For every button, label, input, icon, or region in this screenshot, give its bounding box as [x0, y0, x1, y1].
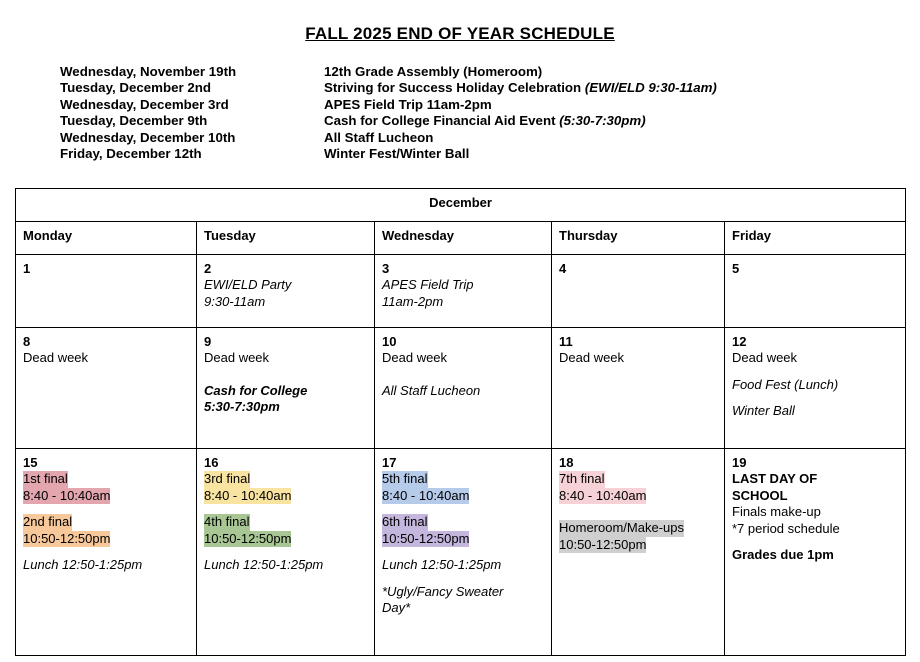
calendar-day-cell[interactable]: [16, 255, 197, 328]
day-event-line: 11am-2pm: [382, 293, 444, 309]
day-event-line: Grades due 1pm: [732, 547, 834, 562]
day-event-line-highlighted: 1st final: [23, 471, 68, 486]
event-description: [324, 80, 920, 96]
day-number: 19: [732, 455, 747, 470]
december-calendar: [15, 188, 906, 656]
day-event-line: Day*: [382, 600, 411, 615]
day-event-line: All Staff Lucheon: [382, 382, 481, 398]
calendar-month-label: December: [16, 189, 906, 222]
event-date: Wednesday, December 3rd: [60, 96, 229, 112]
spacer: [23, 547, 189, 557]
calendar-weekday-row: [16, 222, 906, 255]
day-number: 2: [204, 261, 212, 276]
day-event-line: Dead week: [559, 350, 625, 365]
day-event-line: Finals make-up: [732, 504, 821, 519]
day-event-line-highlighted: 8:40 - 10:40am: [23, 487, 111, 503]
calendar-day-cell[interactable]: [197, 449, 375, 656]
day-event-line: Winter Ball: [732, 403, 795, 418]
calendar-week-row: [16, 328, 906, 449]
day-event-line: EWI/ELD Party: [204, 277, 292, 292]
event-date: Tuesday, December 2nd: [60, 80, 211, 96]
spacer: [204, 367, 367, 383]
day-event-line-highlighted: 3rd final: [204, 471, 251, 486]
day-event-line-highlighted: 7th final: [559, 471, 605, 486]
spacer: [732, 537, 898, 547]
event-note: (5:30-7:30pm): [559, 113, 646, 129]
day-number: 3: [382, 261, 390, 276]
day-event-line-highlighted: Homeroom/Make-ups: [559, 520, 684, 535]
calendar-day-cell[interactable]: [725, 449, 906, 656]
calendar-week-row: [16, 449, 906, 656]
day-event-line-highlighted: 10:50-12:50pm: [382, 530, 470, 546]
event-description-text: All Staff Lucheon: [324, 129, 434, 145]
calendar-day-cell[interactable]: [16, 449, 197, 656]
event-date: Wednesday, November 19th: [60, 64, 237, 79]
day-event-line-highlighted: 10:50-12:50pm: [559, 536, 647, 552]
day-number: 10: [382, 334, 397, 349]
day-number: 1: [23, 261, 31, 276]
calendar-day-cell[interactable]: [16, 328, 197, 449]
day-event-line: Dead week: [732, 350, 798, 365]
day-event-line: Lunch 12:50-1:25pm: [382, 557, 502, 572]
day-event-line-highlighted: 8:40 - 10:40am: [559, 487, 647, 503]
day-event-line: 5:30-7:30pm: [204, 399, 280, 414]
calendar-day-cell[interactable]: [552, 255, 725, 328]
day-number: 11: [559, 334, 573, 349]
day-number: 4: [559, 261, 567, 276]
event-description-text: Winter Fest/Winter Ball: [324, 146, 470, 162]
day-event-line-highlighted: 10:50-12:50pm: [23, 530, 111, 546]
day-event-line: Cash for College: [204, 382, 308, 398]
event-description: [324, 146, 920, 162]
calendar-day-cell[interactable]: [552, 449, 725, 656]
spacer: [23, 504, 189, 514]
event-list: [0, 64, 920, 162]
calendar-month-row: [16, 189, 906, 222]
event-note: (EWI/ELD 9:30-11am): [584, 80, 717, 96]
day-event-line-highlighted: 8:40 - 10:40am: [382, 487, 470, 503]
event-description: [324, 97, 920, 113]
event-date: Friday, December 12th: [60, 146, 202, 162]
spacer: [204, 547, 367, 557]
day-event-line-highlighted: 6th final: [382, 514, 428, 529]
spacer: [382, 504, 544, 514]
event-row: [60, 113, 920, 129]
day-event-line: 9:30-11am: [204, 293, 266, 309]
spacer: [559, 504, 717, 520]
calendar-weekday-monday: Monday: [16, 222, 197, 255]
day-number: 5: [732, 261, 740, 276]
day-event-line: *7 period schedule: [732, 520, 840, 536]
event-description-text: Striving for Success Holiday Celebration: [324, 80, 582, 96]
day-event-line-highlighted: 4th final: [204, 514, 250, 529]
event-row: [60, 80, 920, 96]
day-event-line-highlighted: 8:40 - 10:40am: [204, 487, 292, 503]
event-description-text: 12th Grade Assembly (Homeroom): [324, 64, 543, 79]
calendar-day-cell[interactable]: [725, 255, 906, 328]
day-event-line-highlighted: 5th final: [382, 471, 428, 486]
day-number: 18: [559, 455, 574, 470]
day-event-line: Dead week: [382, 350, 448, 365]
day-event-line: Food Fest (Lunch): [732, 376, 839, 392]
calendar-day-cell[interactable]: [725, 328, 906, 449]
calendar-weekday-tuesday: Tuesday: [197, 222, 375, 255]
day-event-line: SCHOOL: [732, 487, 788, 503]
calendar-day-cell[interactable]: [375, 255, 552, 328]
day-event-line-highlighted: 10:50-12:50pm: [204, 530, 292, 546]
calendar-day-cell[interactable]: [375, 449, 552, 656]
event-description: [324, 113, 920, 129]
event-date: Wednesday, December 10th: [60, 129, 236, 145]
event-description: [324, 130, 920, 146]
calendar-day-cell[interactable]: [197, 255, 375, 328]
day-event-line-highlighted: 2nd final: [23, 514, 73, 529]
event-row: [60, 97, 920, 113]
day-event-line: *Ugly/Fancy Sweater: [382, 583, 504, 599]
day-number: 17: [382, 455, 397, 470]
event-row: [60, 146, 920, 162]
calendar-day-cell[interactable]: [552, 328, 725, 449]
page-title: FALL 2025 END OF YEAR SCHEDULE: [305, 24, 615, 43]
spacer: [204, 504, 367, 514]
day-event-line: LAST DAY OF: [732, 471, 818, 486]
spacer: [382, 367, 544, 383]
day-number: 9: [204, 334, 212, 349]
day-event-line: Dead week: [23, 350, 89, 365]
event-row: [60, 64, 920, 80]
calendar-weekday-thursday: Thursday: [552, 222, 725, 255]
day-number: 12: [732, 334, 747, 349]
day-number: 15: [23, 455, 38, 470]
calendar-week-row: [16, 255, 906, 328]
day-event-line: Dead week: [204, 350, 270, 365]
event-row: [60, 130, 920, 146]
event-description: [324, 64, 920, 80]
spacer: [732, 393, 898, 403]
day-event-line: Lunch 12:50-1:25pm: [204, 557, 324, 572]
day-event-line: Lunch 12:50-1:25pm: [23, 557, 143, 572]
spacer: [732, 367, 898, 377]
calendar-body: [16, 255, 906, 656]
event-description-text: APES Field Trip 11am-2pm: [324, 96, 492, 112]
calendar-day-cell[interactable]: [375, 328, 552, 449]
day-event-line: APES Field Trip: [382, 277, 474, 292]
spacer: [382, 547, 544, 557]
day-number: 16: [204, 455, 219, 470]
spacer: [382, 574, 544, 584]
day-number: 8: [23, 334, 31, 349]
event-description-text: Cash for College Financial Aid Event: [324, 113, 556, 129]
calendar-weekday-friday: Friday: [725, 222, 906, 255]
event-date: Tuesday, December 9th: [60, 113, 208, 129]
calendar-weekday-wednesday: Wednesday: [375, 222, 552, 255]
calendar-day-cell[interactable]: [197, 328, 375, 449]
